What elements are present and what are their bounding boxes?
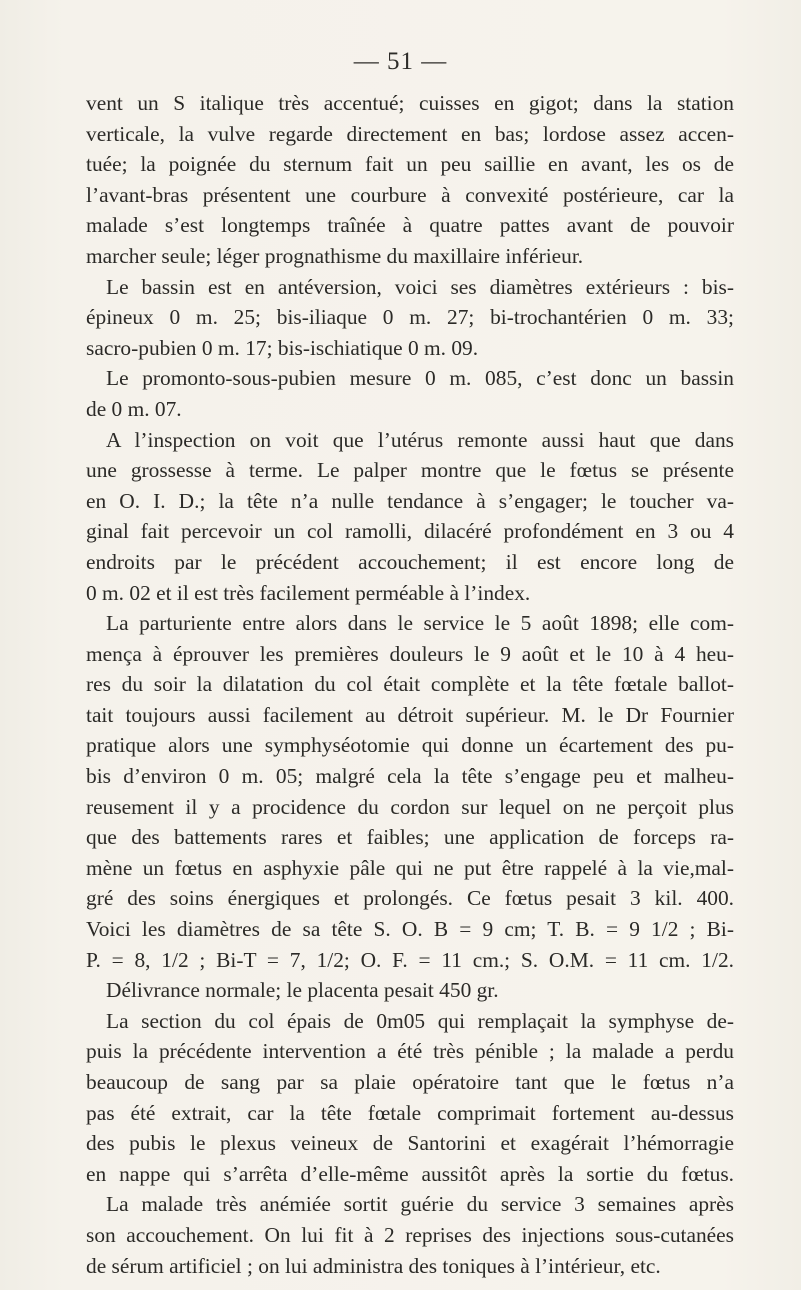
text-line: La malade très anémiée sortit guérie du service 3 semaines après <box>106 1192 734 1217</box>
text-line: ginal fait percevoir un col ramolli, dilacéré profondément en 3 ou 4 <box>86 519 734 544</box>
text-line: tuée; la poignée du sternum fait un peu saillie en avant, les os de <box>86 152 734 177</box>
text-line: Le promonto-sous-pubien mesure 0 m. 085, c’est donc un bassin <box>106 366 734 391</box>
text-line: res du soir la dilatation du col était complète et la tête fœtale ballot- <box>86 672 734 697</box>
text-line: pratique alors une symphyséotomie qui donne un écartement des pu- <box>86 733 734 758</box>
text-line: bis d’environ 0 m. 05; malgré cela la tête s’engage peu et malheu- <box>86 764 734 789</box>
text-line: mène un fœtus en asphyxie pâle qui ne put être rappelé à la vie,mal- <box>86 855 734 880</box>
text-line: des pubis le plexus veineux de Santorini et exagérait l’hémorragie <box>86 1131 734 1156</box>
text-line: verticale, la vulve regarde directement en bas; lordose assez accen- <box>86 121 734 146</box>
text-line: tait toujours aussi facilement au détroit supérieur. M. le Dr Fournier <box>86 702 734 727</box>
text-line: beaucoup de sang par sa plaie opératoire tant que le fœtus n’a <box>86 1070 734 1094</box>
text-line: vent un S italique très accentué; cuisses en gigot; dans la station <box>86 91 734 115</box>
text-line: de 0 m. 07. <box>86 396 182 421</box>
text-line: A l’inspection on voit que l’utérus remonte aussi haut que dans <box>106 427 734 452</box>
text-line: Voici les diamètres de sa tête S. O. B = 9 cm; T. B. = 9 1/2 ; Bi- <box>86 917 734 942</box>
text-line: son accouchement. On lui fit à 2 reprises des injections sous-cutanées <box>86 1222 734 1247</box>
text-line: en O. I. D.; la tête n’a nulle tendance à s’engager; le toucher va- <box>86 488 734 513</box>
text-line: endroits par le précédent accouchement; il est encore long de <box>86 549 734 574</box>
text-line: malade s’est longtemps traînée à quatre pattes avant de pouvoir <box>86 213 734 238</box>
text-line: l’avant-bras présentent une courbure à convexité postérieure, car la <box>86 182 734 207</box>
text-line: que des battements rares et faibles; une application de forceps ra- <box>86 825 734 850</box>
text-line: P. = 8, 1/2 ; Bi-T = 7, 1/2; O. F. = 11 cm.; S. O.M. = 11 cm. 1/2. <box>86 947 734 972</box>
body-text <box>86 88 734 1281</box>
text-line: une grossesse à terme. Le palper montre que le fœtus se présente <box>86 458 734 483</box>
text-line: sacro-pubien 0 m. 17; bis-ischiatique 0 m. 09. <box>86 335 479 360</box>
text-line: marcher seule; léger prognathisme du maxillaire inférieur. <box>86 243 584 268</box>
text-line: mença à éprouver les premières douleurs le 9 août et le 10 à 4 heu- <box>86 641 734 666</box>
text-line: 0 m. 02 et il est très facilement perméable à l’index. <box>86 580 531 605</box>
text-line: La section du col épais de 0m05 qui remplaçait la symphyse de- <box>106 1008 734 1033</box>
text-line: Le bassin est en antéversion, voici ses diamètres extérieurs : bis- <box>106 274 734 299</box>
text-line: épineux 0 m. 25; bis-iliaque 0 m. 27; bi-trochantérien 0 m. 33; <box>86 305 734 330</box>
page-number: — 51 — <box>353 48 448 75</box>
text-line: puis la précédente intervention a été très pénible ; la malade a perdu <box>86 1039 734 1064</box>
text-line: pas été extrait, car la tête fœtale comprimait fortement au-dessus <box>86 1100 734 1125</box>
text-line: de sérum artificiel ; on lui administra des toniques à l’intérieur, etc. <box>86 1253 661 1278</box>
text-line: Délivrance normale; le placenta pesait 450 gr. <box>106 978 499 1003</box>
text-line: en nappe qui s’arrêta d’elle-même aussitôt après la sortie du fœtus. <box>86 1161 734 1186</box>
text-line: La parturiente entre alors dans le service le 5 août 1898; elle com- <box>106 611 734 636</box>
text-line: reusement il y a procidence du cordon sur lequel on ne perçoit plus <box>86 794 734 819</box>
text-line: gré des soins énergiques et prolongés. Ce fœtus pesait 3 kil. 400. <box>86 886 734 911</box>
